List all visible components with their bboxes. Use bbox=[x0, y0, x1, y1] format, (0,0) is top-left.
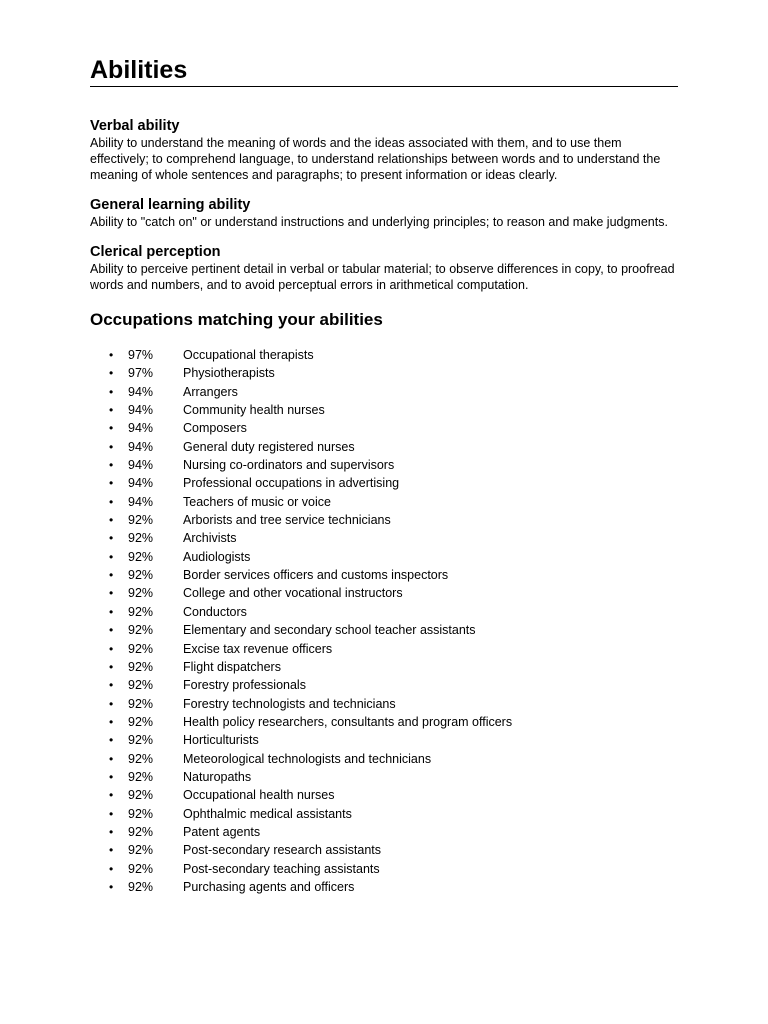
occupation-list-item bbox=[90, 401, 678, 419]
occupation-list-item bbox=[90, 640, 678, 658]
bullet-icon: • bbox=[109, 879, 114, 894]
occupation-list-item bbox=[90, 419, 678, 437]
title-divider bbox=[90, 86, 678, 87]
match-percent: 92% bbox=[128, 769, 154, 784]
match-percent: 94% bbox=[128, 403, 154, 418]
occupation-list-item bbox=[90, 383, 678, 401]
occupation-name: Patent agents bbox=[183, 824, 261, 839]
match-percent: 92% bbox=[128, 641, 154, 656]
occupation-list-item bbox=[90, 805, 678, 823]
occupation-list-item bbox=[90, 768, 678, 786]
occupation-name: Community health nurses bbox=[183, 403, 325, 418]
occupation-name: Excise tax revenue officers bbox=[183, 641, 333, 656]
match-percent: 94% bbox=[128, 476, 154, 491]
occupation-name: Composers bbox=[183, 421, 247, 436]
match-percent: 92% bbox=[128, 586, 154, 601]
occupation-list-item bbox=[90, 493, 678, 511]
occupation-list-item bbox=[90, 511, 678, 529]
bullet-icon: • bbox=[109, 549, 114, 564]
occupation-name: Archivists bbox=[183, 531, 237, 546]
match-percent: 92% bbox=[128, 751, 154, 766]
bullet-icon: • bbox=[109, 403, 114, 418]
occupation-list-item bbox=[90, 474, 678, 492]
match-percent: 92% bbox=[128, 788, 154, 803]
occupation-name: Occupational health nurses bbox=[183, 788, 335, 803]
ability-heading: General learning ability bbox=[90, 197, 251, 213]
occupation-list-item bbox=[90, 750, 678, 768]
occupation-list-item bbox=[90, 786, 678, 804]
ability-section-general-learning bbox=[90, 197, 678, 230]
ability-section-clerical bbox=[90, 244, 678, 293]
occupation-name: Arrangers bbox=[183, 384, 238, 399]
occupation-name: Purchasing agents and officers bbox=[183, 879, 355, 894]
occupation-name: Teachers of music or voice bbox=[183, 494, 331, 509]
match-percent: 97% bbox=[128, 348, 154, 362]
match-percent: 92% bbox=[128, 623, 154, 638]
occupation-name: Physiotherapists bbox=[183, 366, 275, 381]
occupation-list-item bbox=[90, 823, 678, 841]
bullet-icon: • bbox=[109, 806, 114, 821]
match-percent: 92% bbox=[128, 879, 154, 894]
ability-section-verbal bbox=[90, 118, 678, 183]
match-percent: 92% bbox=[128, 659, 154, 674]
ability-description: Ability to perceive pertinent detail in verbal or tabular material; to observe differences in copy, to proofread words and numbers, and to avoid perceptual errors in arithmetical computation. bbox=[90, 262, 675, 292]
occupation-name: Audiologists bbox=[183, 549, 251, 564]
bullet-icon: • bbox=[109, 824, 114, 839]
match-percent: 92% bbox=[128, 843, 154, 858]
occupation-list-item bbox=[90, 548, 678, 566]
match-percent: 97% bbox=[128, 366, 154, 381]
occupation-list-item bbox=[90, 364, 678, 382]
occupation-list-item bbox=[90, 878, 678, 896]
occupation-name: Meteorological technologists and technicians bbox=[183, 751, 432, 766]
bullet-icon: • bbox=[109, 861, 114, 876]
occupation-list bbox=[90, 346, 678, 896]
bullet-icon: • bbox=[109, 696, 114, 711]
occupation-name: Post-secondary teaching assistants bbox=[183, 861, 380, 876]
ability-description: Ability to understand the meaning of words and the ideas associated with them, and to use them effectively; to comprehend language, to understand relationships between words and to understand the meaning of whole sentences and paragraphs; to present information or ideas clearly. bbox=[90, 136, 661, 182]
occupation-name: Arborists and tree service technicians bbox=[183, 513, 391, 528]
bullet-icon: • bbox=[109, 494, 114, 509]
bullet-icon: • bbox=[109, 641, 114, 656]
bullet-icon: • bbox=[109, 714, 114, 729]
match-percent: 94% bbox=[128, 494, 154, 509]
occupation-list-item bbox=[90, 731, 678, 749]
match-percent: 94% bbox=[128, 421, 154, 436]
occupation-name: Nursing co-ordinators and supervisors bbox=[183, 458, 395, 473]
match-percent: 92% bbox=[128, 714, 154, 729]
occupation-list-item bbox=[90, 695, 678, 713]
occupation-list-item bbox=[90, 346, 678, 364]
occupation-name: Horticulturists bbox=[183, 733, 259, 748]
ability-heading: Verbal ability bbox=[90, 118, 180, 134]
match-percent: 92% bbox=[128, 733, 154, 748]
occupation-name: Elementary and secondary school teacher assistants bbox=[183, 623, 476, 638]
occupation-list-item bbox=[90, 529, 678, 547]
occupation-list-item bbox=[90, 603, 678, 621]
occupation-list-item bbox=[90, 584, 678, 602]
match-percent: 92% bbox=[128, 806, 154, 821]
occupation-name: General duty registered nurses bbox=[183, 439, 355, 454]
occupation-list-item bbox=[90, 676, 678, 694]
occupation-name: Forestry professionals bbox=[183, 678, 306, 693]
bullet-icon: • bbox=[109, 769, 114, 784]
match-percent: 92% bbox=[128, 513, 154, 528]
bullet-icon: • bbox=[109, 733, 114, 748]
bullet-icon: • bbox=[109, 513, 114, 528]
occupation-list-item bbox=[90, 621, 678, 639]
match-percent: 92% bbox=[128, 824, 154, 839]
occupation-list-item bbox=[90, 860, 678, 878]
match-percent: 92% bbox=[128, 604, 154, 619]
bullet-icon: • bbox=[109, 348, 114, 362]
match-percent: 92% bbox=[128, 696, 154, 711]
page-title: Abilities bbox=[90, 56, 188, 84]
match-percent: 94% bbox=[128, 458, 154, 473]
occupation-list-item bbox=[90, 438, 678, 456]
occupation-list-item bbox=[90, 658, 678, 676]
bullet-icon: • bbox=[109, 384, 114, 399]
bullet-icon: • bbox=[109, 659, 114, 674]
occupation-name: Ophthalmic medical assistants bbox=[183, 806, 352, 821]
bullet-icon: • bbox=[109, 604, 114, 619]
match-percent: 94% bbox=[128, 439, 154, 454]
match-percent: 92% bbox=[128, 568, 154, 583]
occupation-name: Conductors bbox=[183, 604, 247, 619]
occupation-list-item bbox=[90, 841, 678, 859]
bullet-icon: • bbox=[109, 751, 114, 766]
occupation-name: Post-secondary research assistants bbox=[183, 843, 382, 858]
bullet-icon: • bbox=[109, 531, 114, 546]
bullet-icon: • bbox=[109, 843, 114, 858]
bullet-icon: • bbox=[109, 586, 114, 601]
occupation-name: Professional occupations in advertising bbox=[183, 476, 400, 491]
bullet-icon: • bbox=[109, 421, 114, 436]
occupation-name: Border services officers and customs inspectors bbox=[183, 568, 449, 583]
bullet-icon: • bbox=[109, 568, 114, 583]
match-percent: 92% bbox=[128, 531, 154, 546]
match-percent: 94% bbox=[128, 384, 154, 399]
occupation-list-item bbox=[90, 566, 678, 584]
occupation-list-item bbox=[90, 713, 678, 731]
match-percent: 92% bbox=[128, 861, 154, 876]
occupations-heading: Occupations matching your abilities bbox=[90, 310, 383, 329]
occupation-name: Flight dispatchers bbox=[183, 659, 281, 674]
occupation-name: Naturopaths bbox=[183, 769, 252, 784]
match-percent: 92% bbox=[128, 549, 154, 564]
ability-description: Ability to "catch on" or understand instructions and underlying principles; to reason and make judgments. bbox=[90, 215, 668, 229]
bullet-icon: • bbox=[109, 623, 114, 638]
ability-heading: Clerical perception bbox=[90, 244, 221, 260]
bullet-icon: • bbox=[109, 788, 114, 803]
occupation-name: Forestry technologists and technicians bbox=[183, 696, 396, 711]
occupation-name: College and other vocational instructors bbox=[183, 586, 403, 601]
bullet-icon: • bbox=[109, 458, 114, 473]
bullet-icon: • bbox=[109, 678, 114, 693]
document-page bbox=[90, 54, 678, 896]
bullet-icon: • bbox=[109, 366, 114, 381]
bullet-icon: • bbox=[109, 439, 114, 454]
match-percent: 92% bbox=[128, 678, 154, 693]
occupation-name: Occupational therapists bbox=[183, 348, 314, 362]
occupation-list-item bbox=[90, 456, 678, 474]
bullet-icon: • bbox=[109, 476, 114, 491]
occupation-name: Health policy researchers, consultants and program officers bbox=[183, 714, 513, 729]
